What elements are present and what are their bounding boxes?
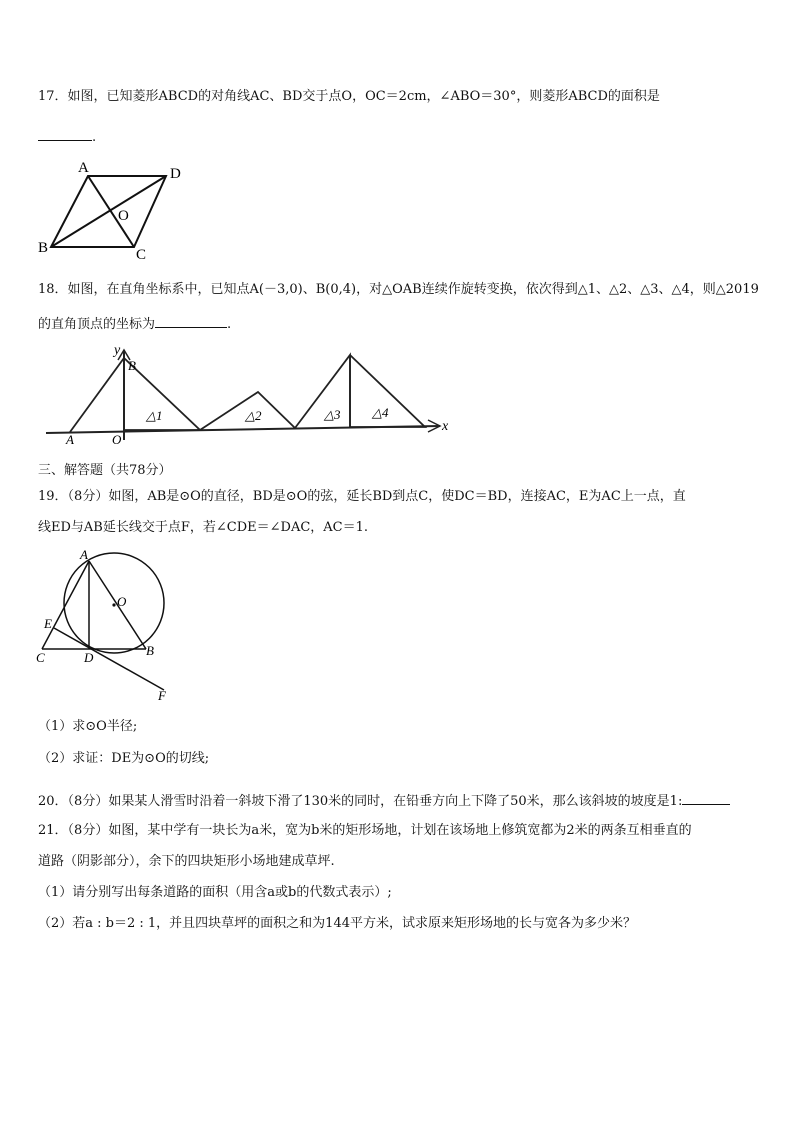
label-O: O: [118, 208, 129, 224]
label-F-circle: F: [158, 688, 166, 703]
q17-period: .: [92, 130, 97, 145]
label-O-circle: O: [117, 594, 127, 609]
segment-ef: [54, 628, 164, 690]
q21-sub2: （2）若a : b＝2 : 1，并且四块草坪的面积之和为144平方米，试求原来矩形场地的长与宽各为多少米？: [38, 916, 636, 931]
q18-period: .: [227, 317, 232, 332]
rhombus-figure: [30, 156, 200, 263]
label-B: B: [38, 240, 49, 256]
label-C-circle: C: [36, 650, 45, 665]
q20-answer-blank[interactable]: [682, 790, 730, 805]
center-dot: [112, 603, 115, 606]
q21-line2: 道路（阴影部分），余下的四块矩形小场地建成草坪.: [38, 854, 335, 869]
label-O-axis: O: [112, 432, 122, 447]
triangle-3: [295, 355, 350, 428]
q18-line2: [38, 313, 231, 334]
label-E-circle: E: [44, 616, 52, 631]
q17-answer-line: [38, 126, 96, 147]
q21-sub1: （1）请分别写出每条道路的面积（用含a或b的代数式表示）;: [38, 885, 392, 900]
circle-o: [64, 553, 164, 653]
label-B-circle: B: [146, 643, 154, 658]
q20-text: 20．（8分）如果某人滑雪时沿着一斜坡下滑了130米的同时，在铅垂方向上下降了50米，那么该斜坡的坡度是1:: [38, 794, 683, 809]
label-A-axis: A: [66, 432, 74, 447]
circle-figure: [34, 547, 174, 703]
label-A-circle: A: [80, 547, 88, 562]
label-y: y: [114, 343, 121, 358]
q19-line1: 19．（8分）如图，AB是⊙O的直径，BD是⊙O的弦，延长BD到点C，使DC＝BD，连接AC，E为AC上一点，直: [38, 489, 686, 504]
label-triangle-2: △2: [245, 408, 262, 423]
q18-line2-text: 的直角顶点的坐标为: [38, 317, 156, 332]
label-B-axis: B: [128, 358, 136, 373]
label-D-circle: D: [84, 650, 94, 665]
q19-sub1: （1）求⊙O半径;: [38, 719, 138, 734]
q19-sub2: （2）求证：DE为⊙O的切线;: [38, 751, 210, 766]
label-C: C: [136, 247, 147, 263]
triangle-oab: [70, 358, 124, 432]
rotation-figure: [40, 340, 470, 450]
q21-line1: 21．（8分）如图，某中学有一块长为a米，宽为b米的矩形场地，计划在该场地上修筑宽都为2米的两条互相垂直的: [38, 823, 692, 838]
diagonal-bd: [51, 176, 166, 247]
label-x: x: [442, 419, 449, 434]
label-A: A: [78, 160, 89, 176]
q19-line2: 线ED与AB延长线交于点F，若∠CDE＝∠DAC，AC＝1.: [38, 520, 369, 535]
label-triangle-4: △4: [372, 405, 389, 420]
q20-line1: [38, 790, 730, 811]
section-3-heading: 三、解答题（共78分）: [38, 463, 172, 478]
label-triangle-1: △1: [146, 408, 163, 423]
label-D: D: [170, 166, 181, 182]
q18-answer-blank[interactable]: [155, 313, 227, 328]
q17-answer-blank[interactable]: [38, 126, 92, 141]
label-triangle-3: △3: [324, 407, 341, 422]
q18-line1: 18．如图，在直角坐标系中，已知点A(－3,0)、B(0,4)，对△OAB连续作旋转变换，依次得到△1、△2、△3、△4，则△2019: [38, 282, 759, 297]
q17-line1: 17．如图，已知菱形ABCD的对角线AC、BD交于点O，OC＝2cm，∠ABO＝30°，则菱形ABCD的面积是: [38, 89, 660, 104]
segment-ac: [42, 561, 89, 649]
